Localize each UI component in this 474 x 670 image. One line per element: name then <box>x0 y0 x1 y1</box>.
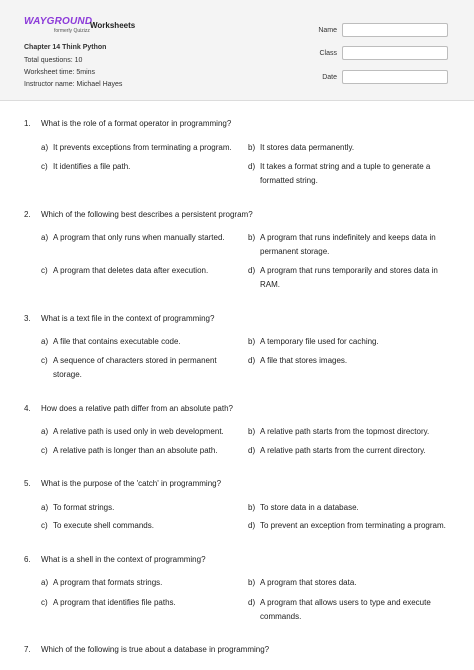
option-letter: d) <box>248 162 256 171</box>
instructor-name: Instructor name: Michael Hayes <box>24 81 123 88</box>
option-text-line-2: storage. <box>53 370 82 379</box>
option-text: To format strings. <box>53 503 115 512</box>
date-label: Date <box>322 74 337 81</box>
date-field[interactable] <box>342 70 448 84</box>
option-text: It prevents exceptions from terminating a program. <box>53 143 232 152</box>
option-text-line-2: commands. <box>260 612 302 621</box>
option-letter: d) <box>248 266 256 275</box>
option-text: A program that stores data. <box>260 578 357 587</box>
question-number: 5. <box>24 479 31 488</box>
question-text: What is a text file in the context of programming? <box>41 314 215 323</box>
option-letter: c) <box>41 521 48 530</box>
name-field[interactable] <box>342 23 448 37</box>
option-text: A program that formats strings. <box>53 578 163 587</box>
worksheet-title: Chapter 14 Think Python <box>24 44 107 51</box>
option-text: It identifies a file path. <box>53 162 131 171</box>
class-field[interactable] <box>342 46 448 60</box>
worksheet-header <box>0 0 474 101</box>
name-label: Name <box>318 27 337 34</box>
logo-subtext: formerly Quizizz <box>54 28 90 34</box>
option-letter: c) <box>41 266 48 275</box>
option-letter: b) <box>248 503 256 512</box>
question-text: Which of the following best describes a persistent program? <box>41 210 253 219</box>
option-letter: b) <box>248 233 256 242</box>
option-letter: c) <box>41 356 48 365</box>
option-letter: c) <box>41 598 48 607</box>
option-text: A relative path is longer than an absolute path. <box>53 446 218 455</box>
option-text: A program that allows users to type and execute <box>260 598 431 607</box>
option-text-line-2: formatted string. <box>260 176 318 185</box>
option-letter: c) <box>41 446 48 455</box>
question-text: What is the purpose of the 'catch' in programming? <box>41 479 222 488</box>
worksheet-time: Worksheet time: 5mins <box>24 69 96 76</box>
option-letter: d) <box>248 356 256 365</box>
option-letter: a) <box>41 503 49 512</box>
question-text: Which of the following is true about a database in programming? <box>41 645 270 654</box>
question-number: 6. <box>24 555 31 564</box>
question-text: What is the role of a format operator in programming? <box>41 119 232 128</box>
option-text: A temporary file used for caching. <box>260 337 379 346</box>
logo-text: WAYGROUND <box>24 16 93 27</box>
question-text: What is a shell in the context of programming? <box>41 555 206 564</box>
option-letter: d) <box>248 598 256 607</box>
option-letter: b) <box>248 427 256 436</box>
option-letter: b) <box>248 143 256 152</box>
option-text-line-2: permanent storage. <box>260 247 330 256</box>
option-letter: c) <box>41 162 48 171</box>
option-letter: a) <box>41 337 49 346</box>
option-letter: a) <box>41 143 49 152</box>
option-text: A sequence of characters stored in permanent <box>53 356 217 365</box>
question-number: 4. <box>24 404 31 413</box>
option-text: A program that runs indefinitely and keeps data in <box>260 233 436 242</box>
question-number: 1. <box>24 119 31 128</box>
option-text: A relative path is used only in web development. <box>53 427 224 436</box>
question-number: 3. <box>24 314 31 323</box>
option-text: A program that runs temporarily and stores data in <box>260 266 438 275</box>
option-text: A program that deletes data after execution. <box>53 266 209 275</box>
option-text: To execute shell commands. <box>53 521 154 530</box>
option-letter: d) <box>248 446 256 455</box>
option-letter: d) <box>248 521 256 530</box>
question-number: 2. <box>24 210 31 219</box>
option-text: A program that only runs when manually started. <box>53 233 225 242</box>
option-letter: a) <box>41 578 49 587</box>
option-text: It takes a format string and a tuple to generate a <box>260 162 431 171</box>
option-text: It stores data permanently. <box>260 143 355 152</box>
option-text: A file that stores images. <box>260 356 348 365</box>
option-text: A relative path starts from the current directory. <box>260 446 426 455</box>
option-letter: b) <box>248 578 256 587</box>
option-text: To store data in a database. <box>260 503 359 512</box>
total-questions: Total questions: 10 <box>24 57 83 64</box>
question-number: 7. <box>24 645 31 654</box>
wayground-logo <box>24 16 93 34</box>
worksheets-label: Worksheets <box>90 21 136 30</box>
option-text: A relative path starts from the topmost directory. <box>260 427 430 436</box>
option-text-line-2: RAM. <box>260 280 280 289</box>
option-text: A program that identifies file paths. <box>53 598 176 607</box>
question-text: How does a relative path differ from an absolute path? <box>41 404 233 413</box>
option-letter: a) <box>41 233 49 242</box>
option-letter: a) <box>41 427 49 436</box>
option-text: A file that contains executable code. <box>53 337 181 346</box>
option-letter: b) <box>248 337 256 346</box>
option-text: To prevent an exception from terminating a program. <box>260 521 446 530</box>
class-label: Class <box>319 50 337 57</box>
